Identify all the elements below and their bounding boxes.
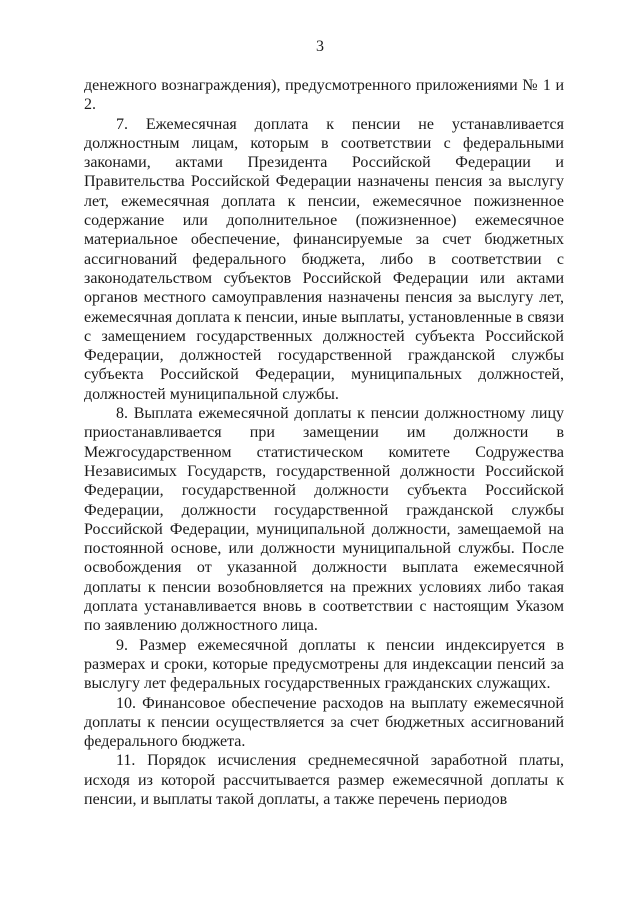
document-body [84,76,564,809]
paragraph-item-11: 11. Порядок исчисления среднемесячной заработной платы, исходя из которой рассчитывается размер ежемесячной доплаты к пенсии, и выплаты такой доплаты, а также перечень периодов [84,752,564,808]
page-number: 3 [316,38,324,55]
paragraph-item-7: 7. Ежемесячная доплата к пенсии не устанавливается должностным лицам, которым в соответствии с федеральными законами, актами Президента Российской Федерации и Правительства Российской Федерации назначены пенсия за выслугу лет, ежемесячная доплата к пенсии, ежемесячное пожизненное содержание или дополнительное (пожизненное) ежемесячное материальное обеспечение, финансируемые за счет бюджетных ассигнований федерального бюджета, либо в соответствии с законодательством субъектов Российской Федерации или актами органов местного самоуправления назначены пенсия за выслугу лет, ежемесячная доплата к пенсии, иные выплаты, установленные в связи с замещением государственных должностей субъекта Российской Федерации, должностей государственной гражданской службы субъекта Российской Федерации, муниципальных должностей, должностей муниципальной службы. [84,115,564,403]
paragraph-continuation: денежного вознаграждения), предусмотренного приложениями № 1 и 2. [84,77,564,114]
paragraph-item-8: 8. Выплата ежемесячной доплаты к пенсии должностному лицу приостанавливается при замещении им должности в Межгосударственном статистическом комитете Содружества Независимых Государств, государственной должности Российской Федерации, государственной должности субъекта Российской Федерации, должности государственной гражданской службы Российской Федерации, муниципальной должности, замещаемой на постоянной основе, или должности муниципальной службы. После освобождения от указанной должности выплата ежемесячной доплаты к пенсии возобновляется на прежних условиях либо такая доплата устанавливается вновь в соответствии с настоящим Указом по заявлению должностного лица. [84,405,564,635]
paragraph-item-10: 10. Финансовое обеспечение расходов на выплату ежемесячной доплаты к пенсии осуществляется за счет бюджетных ассигнований федерального бюджета. [84,694,564,751]
paragraph-item-9: 9. Размер ежемесячной доплаты к пенсии индексируется в размерах и сроки, которые предусмотрены для индексации пенсий за выслугу лет федеральных государственных гражданских служащих. [84,636,564,693]
